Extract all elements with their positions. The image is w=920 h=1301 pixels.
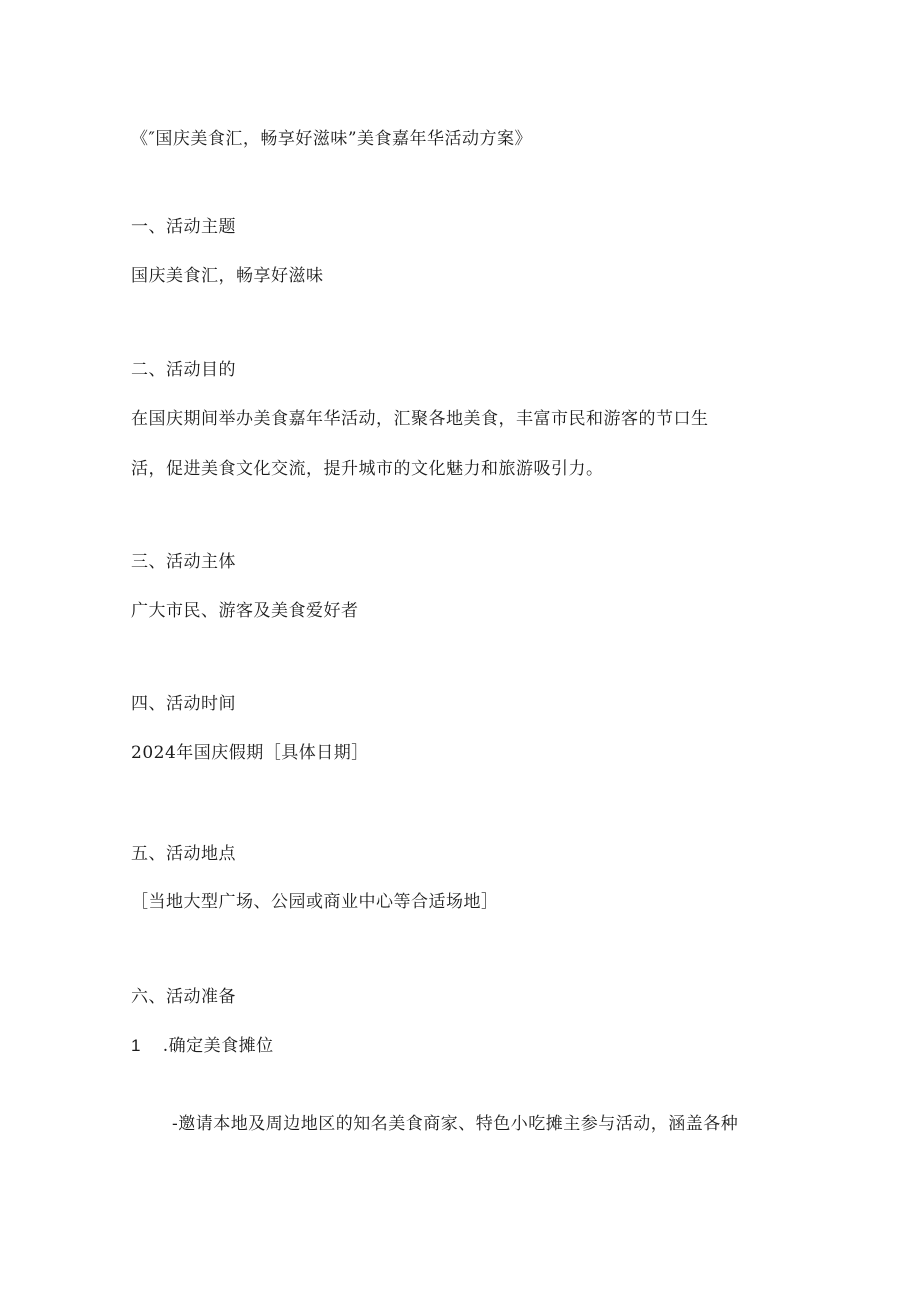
section-heading-time: 四、活动时间 <box>131 694 236 714</box>
section-heading-theme: 一、活动主题 <box>131 217 236 237</box>
section-heading-purpose: 二、活动目的 <box>131 360 236 380</box>
section-text-subject: 广大市民、游客及美食爱好者 <box>131 601 359 621</box>
section-text-time: 2024年国庆假期［具体日期］ <box>131 743 369 763</box>
section-heading-location: 五、活动地点 <box>131 844 236 864</box>
subsection-food-stalls <box>131 1035 274 1057</box>
section-text-location: ［当地大型广场、公园或商业中心等合适场地］ <box>131 892 499 912</box>
section-text-theme: 国庆美食汇，畅享好滋味 <box>131 266 324 286</box>
section-heading-subject: 三、活动主体 <box>131 552 236 572</box>
subsection-title: .确定美食摊位 <box>162 1036 274 1056</box>
subsection-detail-text: -邀请本地及周边地区的知名美食商家、特色小吃摊主参与活动，涵盖各种 <box>172 1114 739 1134</box>
section-text-purpose-line1: 在国庆期间举办美食嘉年华活动，汇聚各地美食，丰富市民和游客的节口生 <box>131 409 709 429</box>
section-text-purpose-line2: 活，促进美食文化交流，提升城市的文化魅力和旅游吸引力。 <box>131 459 604 479</box>
document-title: 《″国庆美食汇，畅享好滋味”美食嘉年华活动方案》 <box>131 129 533 149</box>
subsection-number: 1 <box>131 1036 141 1055</box>
section-heading-preparation: 六、活动准备 <box>131 987 236 1007</box>
